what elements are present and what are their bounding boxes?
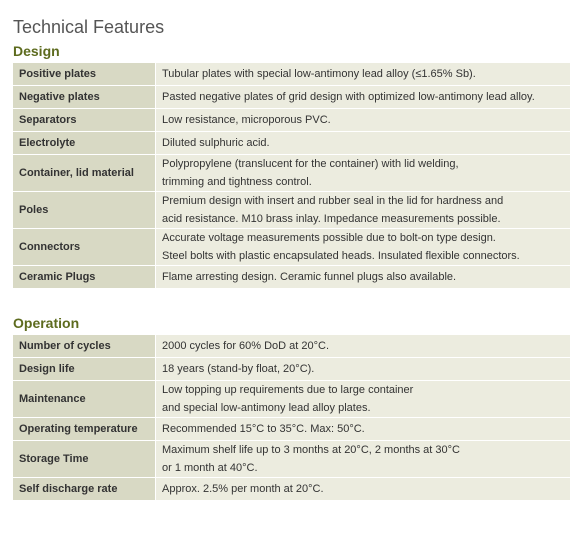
row-label: Poles <box>13 192 156 229</box>
table-row <box>13 478 570 501</box>
table-row <box>13 192 570 229</box>
table-row <box>13 132 570 155</box>
row-value <box>156 155 571 192</box>
table-row <box>13 441 570 478</box>
row-label: Electrolyte <box>13 132 156 155</box>
row-value-line: Flame arresting design. Ceramic funnel plugs also available. <box>162 271 457 283</box>
table-row <box>13 86 570 109</box>
row-label: Self discharge rate <box>13 478 156 501</box>
row-value <box>156 478 571 501</box>
row-value <box>156 335 571 358</box>
row-label: Maintenance <box>13 381 156 418</box>
row-label: Positive plates <box>13 63 156 86</box>
row-value-line: Pasted negative plates of grid design with optimized low-antimony lead alloy. <box>162 91 535 103</box>
row-value-line: or 1 month at 40°C. <box>162 462 258 474</box>
operation-table <box>13 334 570 501</box>
table-row <box>13 358 570 381</box>
row-value-line: Accurate voltage measurements possible due to bolt-on type design. <box>162 232 496 244</box>
row-value <box>156 229 571 266</box>
row-label: Separators <box>13 109 156 132</box>
row-value <box>156 132 571 155</box>
table-row <box>13 381 570 418</box>
table-row <box>13 266 570 289</box>
row-label: Storage Time <box>13 441 156 478</box>
row-value <box>156 86 571 109</box>
row-value <box>156 381 571 418</box>
operation-section-title: Operation <box>13 315 80 331</box>
row-value-line: 2000 cycles for 60% DoD at 20°C. <box>162 340 330 352</box>
row-value-line: Recommended 15°C to 35°C. Max: 50°C. <box>162 423 365 435</box>
row-value-line: and special low-antimony lead alloy plates. <box>162 402 371 414</box>
table-row <box>13 155 570 192</box>
row-value <box>156 418 571 441</box>
row-label: Operating temperature <box>13 418 156 441</box>
table-row <box>13 229 570 266</box>
table-row <box>13 109 570 132</box>
row-label: Negative plates <box>13 86 156 109</box>
page-title: Technical Features <box>13 17 165 37</box>
table-row <box>13 418 570 441</box>
row-value-line: Premium design with insert and rubber seal in the lid for hardness and <box>162 195 504 207</box>
row-value <box>156 192 571 229</box>
row-value-line: acid resistance. M10 brass inlay. Impedance measurements possible. <box>162 213 501 225</box>
row-value-line: Low resistance, microporous PVC. <box>162 114 331 126</box>
table-row <box>13 335 570 358</box>
row-label: Design life <box>13 358 156 381</box>
row-value-line: Steel bolts with plastic encapsulated heads. Insulated flexible connectors. <box>162 250 520 262</box>
row-value-line: 18 years (stand-by float, 20°C). <box>162 363 315 375</box>
row-value-line: Tubular plates with special low-antimony lead alloy (≤1.65% Sb). <box>162 68 476 80</box>
design-section-title: Design <box>13 43 60 59</box>
row-value <box>156 358 571 381</box>
row-value-line: trimming and tightness control. <box>162 176 312 188</box>
row-label: Ceramic Plugs <box>13 266 156 289</box>
row-value <box>156 266 571 289</box>
row-value <box>156 109 571 132</box>
row-label: Number of cycles <box>13 335 156 358</box>
row-value-line: Approx. 2.5% per month at 20°C. <box>162 483 324 495</box>
row-value-line: Polypropylene (translucent for the container) with lid welding, <box>162 158 459 170</box>
row-value <box>156 441 571 478</box>
table-row <box>13 63 570 86</box>
row-label: Container, lid material <box>13 155 156 192</box>
row-label: Connectors <box>13 229 156 266</box>
design-table <box>13 62 570 289</box>
row-value <box>156 63 571 86</box>
row-value-line: Maximum shelf life up to 3 months at 20°C, 2 months at 30°C <box>162 444 460 456</box>
row-value-line: Diluted sulphuric acid. <box>162 137 270 149</box>
row-value-line: Low topping up requirements due to large container <box>162 384 414 396</box>
